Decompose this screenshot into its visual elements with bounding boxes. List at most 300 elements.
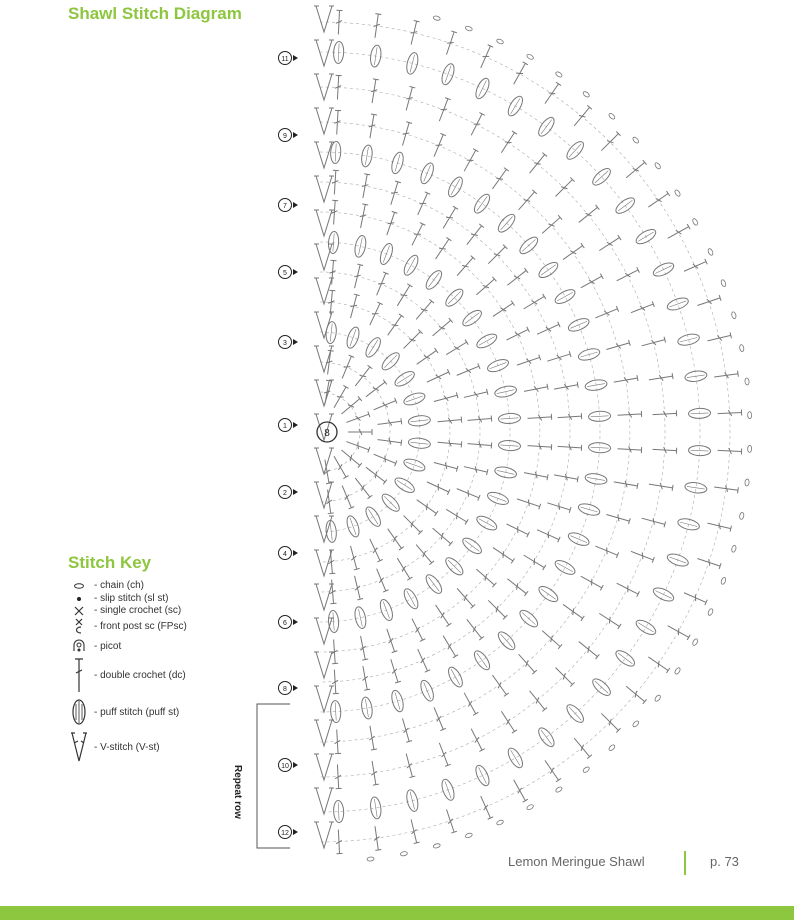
puff-stitch-mark	[440, 778, 457, 802]
puff-stitch-mark	[353, 606, 367, 630]
double-crochet-mark	[464, 224, 484, 247]
double-crochet-mark	[641, 515, 666, 527]
double-crochet-mark	[516, 190, 536, 212]
chain-mark	[433, 15, 441, 21]
double-crochet-mark	[617, 411, 641, 418]
chain-mark	[731, 311, 737, 319]
v-stitch-mark	[314, 448, 334, 474]
double-crochet-mark	[431, 318, 453, 338]
puff-stitch-mark	[460, 535, 484, 556]
chain-mark	[465, 25, 473, 31]
double-crochet-mark	[358, 635, 369, 660]
double-crochet-mark	[613, 479, 638, 489]
puff-stitch-mark	[405, 789, 420, 813]
double-crochet-mark	[546, 500, 571, 513]
double-crochet-mark	[331, 385, 348, 409]
puff-stitch-mark	[446, 665, 465, 689]
key-item-puff-stitch: - puff stitch (puff st)	[68, 698, 179, 726]
double-crochet-mark	[579, 574, 603, 591]
chain-mark	[582, 91, 590, 98]
row-number: 4	[283, 551, 287, 558]
puff-stitch-mark	[613, 195, 637, 216]
chain-mark	[496, 38, 504, 45]
puff-stitch-mark	[473, 76, 491, 100]
row-number: 12	[281, 830, 289, 837]
v-stitch-mark	[314, 40, 334, 66]
double-crochet-mark	[491, 301, 514, 319]
puff-stitch-mark	[379, 491, 402, 514]
double-crochet-mark	[367, 725, 377, 750]
stitch-arcs	[320, 22, 730, 842]
slip-stitch-icon	[68, 595, 90, 603]
v-stitch-mark	[314, 74, 334, 100]
puff-stitch-mark	[475, 513, 499, 532]
row-marker-11	[279, 52, 299, 65]
chain-mark	[748, 445, 752, 452]
v-stitch-mark	[314, 346, 334, 372]
puff-stitch-mark	[536, 260, 560, 281]
puff-stitch-icon	[68, 698, 90, 726]
double-crochet-mark	[415, 497, 438, 516]
puff-stitch-mark	[440, 62, 457, 86]
double-crochet-mark	[455, 256, 475, 278]
puff-stitch-mark	[677, 517, 701, 532]
double-crochet-mark	[433, 460, 458, 472]
double-crochet-mark	[511, 778, 528, 802]
row-number: 1	[283, 423, 287, 430]
double-crochet-mark	[437, 98, 451, 123]
chain-mark	[526, 804, 534, 811]
double-crochet-mark	[561, 602, 584, 621]
double-crochet-mark	[364, 380, 387, 399]
double-crochet-mark	[456, 486, 480, 501]
double-crochet-mark	[433, 392, 458, 404]
puff-stitch-mark	[553, 558, 577, 577]
double-crochet-mark	[516, 652, 536, 674]
row-number: 7	[283, 203, 287, 210]
puff-stitch-mark	[634, 227, 658, 247]
double-crochet-mark	[542, 82, 561, 105]
double-crochet-mark	[536, 527, 560, 542]
puff-stitch-mark	[666, 296, 690, 313]
double-crochet-mark	[414, 543, 434, 565]
row-number: 2	[283, 490, 287, 497]
front-post-sc-icon	[68, 618, 90, 634]
key-item-chain: - chain (ch)	[68, 580, 144, 591]
puff-stitch-mark	[590, 166, 613, 188]
double-crochet-mark	[414, 299, 434, 321]
double-crochet-mark	[696, 295, 721, 308]
puff-stitch-mark	[390, 151, 406, 175]
single-crochet-icon	[68, 606, 90, 616]
double-crochet-mark	[490, 168, 509, 191]
bottom-accent-bar	[0, 906, 794, 920]
double-crochet-mark	[329, 260, 337, 284]
chain-mark	[720, 279, 726, 287]
puff-stitch-mark	[567, 316, 591, 334]
puff-stitch-mark	[486, 490, 510, 507]
puff-stitch-mark	[564, 702, 586, 725]
puff-stitch-mark	[584, 472, 607, 486]
puff-stitch-mark	[486, 357, 510, 374]
key-item-front-post-sc: - front post sc (FPsc)	[68, 618, 187, 634]
double-crochet-mark	[579, 274, 603, 291]
puff-stitch-mark	[577, 502, 601, 518]
double-crochet-mark	[490, 673, 509, 696]
double-crochet-mark	[615, 267, 639, 283]
center-ring	[317, 422, 337, 442]
double-crochet-mark	[433, 603, 451, 626]
double-crochet-mark	[437, 417, 461, 425]
double-crochet-mark	[516, 355, 541, 368]
row-marker-4	[279, 547, 299, 560]
double-crochet-mark	[364, 465, 387, 484]
double-crochet-mark	[615, 581, 639, 597]
puff-stitch-mark	[353, 235, 367, 259]
v-stitch-mark	[314, 108, 334, 134]
double-crochet-mark	[463, 389, 488, 400]
double-crochet-mark	[445, 507, 469, 525]
double-crochet-mark	[385, 527, 404, 550]
stitch-marks	[314, 6, 752, 861]
double-crochet-mark	[345, 411, 370, 425]
double-crochet-mark	[367, 302, 383, 326]
double-crochet-mark	[478, 795, 493, 819]
puff-stitch-mark	[613, 648, 637, 669]
puff-stitch-mark	[401, 253, 420, 277]
double-crochet-mark	[606, 340, 631, 352]
row-marker-9	[279, 129, 299, 142]
double-crochet-mark	[505, 576, 528, 596]
row-number: 6	[283, 620, 287, 627]
chain-mark	[692, 218, 699, 226]
double-crochet-mark	[624, 684, 646, 704]
double-crochet-mark	[367, 538, 383, 562]
double-crochet-mark	[546, 351, 571, 364]
double-crochet-mark	[696, 556, 721, 569]
double-crochet-mark	[523, 384, 548, 395]
double-crochet-mark	[339, 484, 354, 508]
double-crochet-mark	[647, 191, 670, 210]
double-crochet-mark	[403, 86, 415, 111]
chain-mark	[526, 53, 534, 60]
double-crochet-mark	[400, 122, 412, 147]
puff-stitch-mark	[418, 679, 436, 703]
double-crochet-mark	[455, 586, 475, 608]
puff-stitch-mark	[408, 415, 431, 427]
chain-mark	[720, 577, 726, 585]
chain-mark	[632, 136, 640, 144]
puff-stitch-mark	[423, 572, 444, 596]
key-item-picot: - picot	[68, 639, 121, 653]
row-number: 9	[283, 133, 287, 140]
puff-stitch-mark	[577, 347, 601, 363]
double-crochet-mark	[360, 666, 370, 691]
row-marker-8	[279, 682, 299, 695]
repeat-row-label: Repeat row	[232, 765, 243, 819]
puff-stitch-mark	[517, 234, 540, 256]
chain-mark	[745, 378, 750, 385]
puff-stitch-mark	[496, 212, 518, 235]
double-crochet-mark	[372, 826, 381, 851]
double-crochet-mark	[523, 470, 548, 481]
puff-stitch-mark	[402, 457, 426, 474]
double-crochet-mark	[415, 192, 430, 216]
puff-stitch-mark	[590, 676, 613, 698]
v-stitch-mark	[314, 652, 334, 678]
footer-pattern-name: Lemon Meringue Shawl	[508, 854, 645, 869]
double-crochet-mark	[648, 373, 673, 383]
double-crochet-mark	[456, 363, 480, 378]
chain-mark	[555, 786, 563, 793]
puff-stitch-mark	[390, 689, 406, 713]
double-crochet-mark	[372, 451, 396, 466]
double-crochet-mark	[409, 617, 425, 641]
row-marker-2	[279, 486, 299, 499]
puff-stitch-mark	[684, 481, 707, 494]
puff-stitch-mark	[345, 514, 362, 538]
double-crochet-mark	[652, 410, 676, 417]
chain-mark	[654, 162, 661, 170]
puff-stitch-mark	[496, 629, 518, 652]
chain-mark	[582, 766, 590, 773]
chain-mark	[707, 248, 714, 256]
double-crochet-mark	[384, 211, 397, 236]
double-crochet-mark	[714, 484, 739, 493]
double-crochet-mark	[536, 322, 560, 337]
double-crochet-mark	[369, 760, 379, 785]
double-crochet-mark	[652, 446, 676, 453]
puff-stitch-mark	[369, 796, 382, 819]
double-crochet-mark	[474, 567, 496, 587]
double-crochet-mark	[431, 526, 453, 546]
double-crochet-mark	[331, 669, 338, 693]
double-crochet-mark	[348, 545, 360, 570]
double-crochet-mark	[554, 382, 579, 392]
double-crochet-mark	[516, 496, 541, 509]
puff-stitch-mark	[536, 115, 557, 139]
puff-stitch-mark	[472, 648, 493, 672]
double-crochet-mark	[345, 439, 370, 453]
row-marker-7	[279, 199, 299, 212]
double-crochet-mark	[374, 272, 389, 296]
puff-stitch-mark	[443, 286, 466, 309]
double-crochet-mark	[367, 114, 377, 139]
puff-stitch-mark	[345, 326, 362, 350]
double-crochet-mark	[348, 294, 360, 319]
double-crochet-mark	[572, 736, 592, 758]
puff-stitch-mark	[393, 475, 417, 495]
double-crochet-mark	[444, 31, 457, 56]
v-stitch-mark	[314, 754, 334, 780]
chain-mark	[674, 667, 681, 675]
double-crochet-mark	[542, 759, 561, 782]
double-crochet-mark	[352, 575, 363, 600]
chain-mark	[555, 71, 563, 78]
double-crochet-mark	[340, 448, 362, 468]
double-crochet-mark	[463, 464, 488, 475]
double-crochet-mark	[499, 131, 517, 154]
double-crochet-mark	[464, 617, 484, 640]
chain-mark	[465, 832, 473, 838]
puff-stitch-mark	[401, 587, 420, 611]
double-crochet-mark	[505, 268, 528, 288]
row-marker-1	[279, 419, 299, 432]
double-crochet-mark	[499, 710, 517, 733]
double-crochet-mark	[426, 479, 450, 495]
double-crochet-mark	[505, 521, 529, 537]
puff-stitch-mark	[494, 384, 518, 398]
picot-icon	[68, 639, 90, 653]
row-marker-6	[279, 616, 299, 629]
double-crochet-mark	[648, 481, 673, 491]
v-stitch-mark	[314, 788, 334, 814]
puff-stitch-mark	[378, 242, 395, 266]
row-marker-12	[279, 826, 299, 839]
double-crochet-mark	[598, 611, 621, 629]
double-crochet-mark	[683, 259, 707, 274]
double-crochet-mark	[334, 729, 341, 753]
double-crochet-mark	[641, 337, 666, 349]
double-crochet-mark	[462, 691, 479, 715]
double-crochet-mark	[372, 398, 396, 413]
puff-stitch-mark	[379, 350, 402, 373]
stitch-key-title: Stitch Key	[68, 553, 152, 572]
double-crochet-mark	[478, 45, 493, 69]
row-number: 5	[283, 270, 287, 277]
double-crochet-mark	[388, 181, 401, 206]
puff-stitch-mark	[688, 408, 710, 419]
puff-stitch-mark	[402, 391, 426, 408]
puff-stitch-mark	[393, 369, 417, 389]
double-crochet-mark	[335, 10, 342, 34]
v-stitch-mark	[314, 176, 334, 202]
double-crochet-mark	[401, 329, 422, 350]
double-crochet-mark	[352, 264, 363, 289]
v-stitch-mark	[314, 6, 334, 32]
puff-stitch-mark	[517, 608, 540, 630]
puff-stitch-mark	[472, 192, 493, 216]
double-crochet-mark	[433, 237, 451, 260]
v-stitch-mark	[314, 244, 334, 270]
chain-mark	[674, 189, 681, 197]
key-item-single-crochet: - single crochet (sc)	[68, 605, 181, 616]
double-crochet-mark	[462, 149, 479, 173]
footer-divider	[684, 851, 686, 875]
chain-mark	[654, 694, 661, 702]
chain-mark	[731, 545, 737, 553]
chain-mark	[608, 744, 616, 752]
puff-stitch-mark	[584, 378, 607, 392]
double-crochet-mark	[683, 590, 707, 605]
puff-stitch-mark	[634, 617, 658, 637]
double-crochet-mark	[630, 301, 655, 315]
double-crochet-mark	[401, 513, 422, 534]
double-crochet-mark	[409, 223, 425, 247]
puff-stitch-mark	[363, 335, 383, 359]
double-crochet-mark	[441, 206, 459, 230]
chain-mark	[739, 512, 744, 520]
puff-stitch-mark	[360, 696, 374, 719]
double-crochet-mark	[572, 105, 592, 127]
double-crochet-mark	[527, 153, 547, 175]
page-title: Shawl Stitch Diagram	[68, 4, 242, 23]
double-crochet-mark	[415, 648, 430, 672]
puff-stitch-mark	[460, 308, 484, 329]
chain-mark	[496, 819, 504, 826]
double-crochet-mark	[441, 634, 459, 658]
double-crochet-mark	[577, 639, 599, 659]
puff-stitch-mark	[651, 260, 675, 278]
puff-stitch-mark	[666, 552, 690, 569]
double-crochet-mark	[594, 306, 618, 321]
puff-stitch-mark	[325, 321, 337, 344]
puff-stitch-mark	[677, 332, 701, 347]
double-crochet-mark	[613, 375, 638, 385]
double-crochet-mark	[522, 553, 546, 571]
double-crochet-mark	[527, 689, 547, 711]
footer-page-number: p. 73	[710, 854, 739, 869]
puff-stitch-mark	[494, 465, 518, 479]
puff-stitch-mark	[328, 610, 340, 633]
center-ring-label: 8	[324, 428, 330, 439]
double-crochet-mark	[630, 549, 655, 563]
puff-stitch-mark	[446, 175, 465, 199]
chain-icon	[68, 582, 90, 590]
puff-stitch-mark	[553, 287, 577, 306]
double-crochet-mark	[353, 476, 372, 499]
chain-mark	[745, 479, 750, 486]
row-number: 11	[281, 56, 289, 63]
puff-stitch-mark	[564, 139, 586, 162]
double-crochet-mark	[469, 113, 485, 137]
double-crochet-mark	[707, 520, 732, 531]
chain-mark	[707, 608, 714, 616]
v-stitch-mark	[314, 278, 334, 304]
double-crochet-mark	[360, 174, 370, 199]
double-crochet-mark	[598, 235, 621, 253]
stitch-key	[68, 553, 258, 753]
double-crochet-mark	[666, 224, 690, 241]
chain-mark	[608, 112, 616, 120]
double-crochet-mark	[491, 545, 514, 563]
puff-stitch-mark	[378, 598, 395, 622]
chain-mark	[748, 412, 752, 419]
row-markers	[279, 52, 299, 839]
chain-mark	[400, 851, 408, 856]
v-stitch-icon	[68, 731, 90, 763]
double-crochet-mark	[374, 568, 389, 592]
double-crochet-mark	[554, 472, 579, 482]
double-crochet-mark	[540, 628, 562, 648]
double-crochet-mark	[624, 160, 646, 180]
puff-stitch-mark	[651, 585, 675, 603]
v-stitch-mark	[314, 482, 334, 508]
double-crochet-mark	[505, 327, 529, 343]
double-crochet-mark	[388, 658, 401, 683]
row-marker-3	[279, 336, 299, 349]
puff-stitch-mark	[443, 555, 466, 578]
double-crochet-mark	[444, 808, 457, 833]
double-crochet-mark	[358, 204, 369, 229]
double-crochet-icon	[68, 657, 90, 693]
double-crochet-mark	[511, 62, 528, 86]
v-stitch-mark	[314, 210, 334, 236]
key-item-v-stitch: - V-stitch (V-st)	[68, 731, 160, 763]
double-crochet-mark	[348, 429, 372, 435]
double-crochet-mark	[395, 557, 413, 581]
double-crochet-mark	[577, 205, 599, 225]
